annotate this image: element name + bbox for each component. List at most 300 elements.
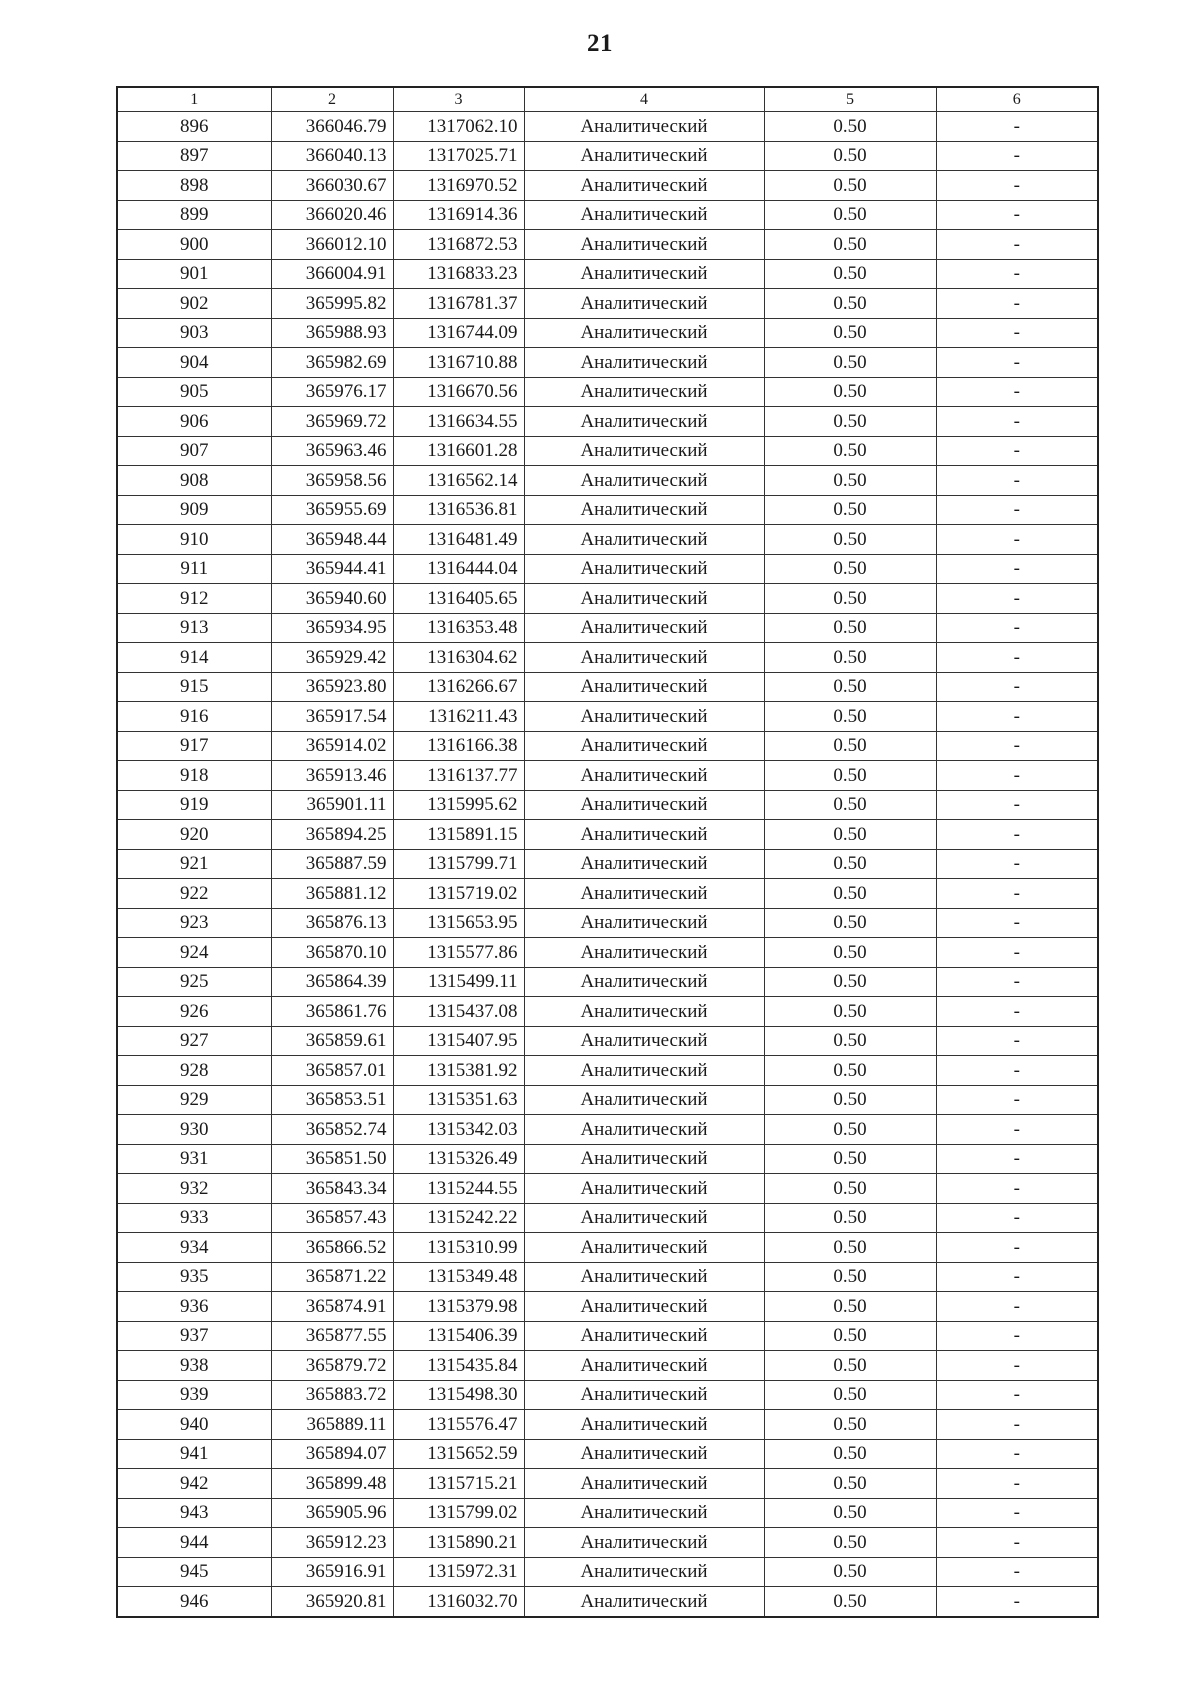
method-cell: Аналитический — [524, 1262, 764, 1292]
note-cell: - — [936, 938, 1098, 968]
point-number-cell: 945 — [117, 1557, 271, 1587]
table-row — [117, 348, 1098, 378]
table-row — [117, 820, 1098, 850]
y-coordinate-cell: 1315407.95 — [393, 1026, 524, 1056]
note-cell: - — [936, 1557, 1098, 1587]
table-row — [117, 1528, 1098, 1558]
point-number-cell: 925 — [117, 967, 271, 997]
x-coordinate-cell: 365852.74 — [271, 1115, 393, 1145]
x-coordinate-cell: 365958.56 — [271, 466, 393, 496]
note-cell: - — [936, 967, 1098, 997]
y-coordinate-cell: 1315379.98 — [393, 1292, 524, 1322]
y-coordinate-cell: 1316601.28 — [393, 436, 524, 466]
method-cell: Аналитический — [524, 1115, 764, 1145]
column-header: 5 — [764, 87, 936, 112]
method-cell: Аналитический — [524, 348, 764, 378]
note-cell: - — [936, 1380, 1098, 1410]
point-number-cell: 926 — [117, 997, 271, 1027]
table-row — [117, 967, 1098, 997]
y-coordinate-cell: 1316137.77 — [393, 761, 524, 791]
note-cell: - — [936, 731, 1098, 761]
x-coordinate-cell: 366046.79 — [271, 112, 393, 142]
table-row — [117, 1498, 1098, 1528]
table-body — [117, 112, 1098, 1617]
accuracy-cell: 0.50 — [764, 466, 936, 496]
note-cell: - — [936, 1144, 1098, 1174]
y-coordinate-cell: 1317062.10 — [393, 112, 524, 142]
table-row — [117, 731, 1098, 761]
x-coordinate-cell: 365859.61 — [271, 1026, 393, 1056]
table-row — [117, 613, 1098, 643]
table-row — [117, 849, 1098, 879]
method-cell: Аналитический — [524, 377, 764, 407]
note-cell: - — [936, 377, 1098, 407]
y-coordinate-cell: 1316634.55 — [393, 407, 524, 437]
y-coordinate-cell: 1315890.21 — [393, 1528, 524, 1558]
point-number-cell: 940 — [117, 1410, 271, 1440]
note-cell: - — [936, 672, 1098, 702]
accuracy-cell: 0.50 — [764, 1174, 936, 1204]
accuracy-cell: 0.50 — [764, 1321, 936, 1351]
y-coordinate-cell: 1315437.08 — [393, 997, 524, 1027]
x-coordinate-cell: 365988.93 — [271, 318, 393, 348]
method-cell: Аналитический — [524, 1439, 764, 1469]
accuracy-cell: 0.50 — [764, 259, 936, 289]
method-cell: Аналитический — [524, 1085, 764, 1115]
point-number-cell: 910 — [117, 525, 271, 555]
method-cell: Аналитический — [524, 495, 764, 525]
x-coordinate-cell: 365866.52 — [271, 1233, 393, 1263]
accuracy-cell: 0.50 — [764, 112, 936, 142]
point-number-cell: 900 — [117, 230, 271, 260]
x-coordinate-cell: 365877.55 — [271, 1321, 393, 1351]
x-coordinate-cell: 365843.34 — [271, 1174, 393, 1204]
table-row — [117, 141, 1098, 171]
table-row — [117, 790, 1098, 820]
accuracy-cell: 0.50 — [764, 1056, 936, 1086]
note-cell: - — [936, 1262, 1098, 1292]
point-number-cell: 898 — [117, 171, 271, 201]
method-cell: Аналитический — [524, 761, 764, 791]
y-coordinate-cell: 1315995.62 — [393, 790, 524, 820]
table-row — [117, 908, 1098, 938]
point-number-cell: 911 — [117, 554, 271, 584]
note-cell: - — [936, 1498, 1098, 1528]
point-number-cell: 938 — [117, 1351, 271, 1381]
method-cell: Аналитический — [524, 171, 764, 201]
table-row — [117, 584, 1098, 614]
y-coordinate-cell: 1316781.37 — [393, 289, 524, 319]
y-coordinate-cell: 1315244.55 — [393, 1174, 524, 1204]
x-coordinate-cell: 365913.46 — [271, 761, 393, 791]
y-coordinate-cell: 1316914.36 — [393, 200, 524, 230]
table-row — [117, 230, 1098, 260]
note-cell: - — [936, 790, 1098, 820]
column-header: 6 — [936, 87, 1098, 112]
method-cell: Аналитический — [524, 1351, 764, 1381]
method-cell: Аналитический — [524, 938, 764, 968]
table-row — [117, 1587, 1098, 1617]
method-cell: Аналитический — [524, 466, 764, 496]
accuracy-cell: 0.50 — [764, 761, 936, 791]
x-coordinate-cell: 366004.91 — [271, 259, 393, 289]
note-cell: - — [936, 1528, 1098, 1558]
note-cell: - — [936, 1351, 1098, 1381]
point-number-cell: 916 — [117, 702, 271, 732]
table-row — [117, 1233, 1098, 1263]
method-cell: Аналитический — [524, 554, 764, 584]
y-coordinate-cell: 1316405.65 — [393, 584, 524, 614]
table-row — [117, 377, 1098, 407]
accuracy-cell: 0.50 — [764, 1528, 936, 1558]
point-number-cell: 902 — [117, 289, 271, 319]
y-coordinate-cell: 1315652.59 — [393, 1439, 524, 1469]
note-cell: - — [936, 1233, 1098, 1263]
x-coordinate-cell: 365857.01 — [271, 1056, 393, 1086]
point-number-cell: 941 — [117, 1439, 271, 1469]
x-coordinate-cell: 365944.41 — [271, 554, 393, 584]
table-row — [117, 1115, 1098, 1145]
point-number-cell: 903 — [117, 318, 271, 348]
y-coordinate-cell: 1316710.88 — [393, 348, 524, 378]
point-number-cell: 919 — [117, 790, 271, 820]
method-cell: Аналитический — [524, 849, 764, 879]
method-cell: Аналитический — [524, 879, 764, 909]
x-coordinate-cell: 365940.60 — [271, 584, 393, 614]
y-coordinate-cell: 1315435.84 — [393, 1351, 524, 1381]
table-row — [117, 1085, 1098, 1115]
point-number-cell: 907 — [117, 436, 271, 466]
method-cell: Аналитический — [524, 141, 764, 171]
point-number-cell: 920 — [117, 820, 271, 850]
table-row — [117, 171, 1098, 201]
point-number-cell: 942 — [117, 1469, 271, 1499]
method-cell: Аналитический — [524, 643, 764, 673]
x-coordinate-cell: 365948.44 — [271, 525, 393, 555]
method-cell: Аналитический — [524, 1410, 764, 1440]
method-cell: Аналитический — [524, 1469, 764, 1499]
x-coordinate-cell: 365874.91 — [271, 1292, 393, 1322]
coordinates-table — [116, 86, 1099, 1618]
accuracy-cell: 0.50 — [764, 938, 936, 968]
y-coordinate-cell: 1315381.92 — [393, 1056, 524, 1086]
x-coordinate-cell: 365929.42 — [271, 643, 393, 673]
point-number-cell: 932 — [117, 1174, 271, 1204]
accuracy-cell: 0.50 — [764, 377, 936, 407]
accuracy-cell: 0.50 — [764, 1439, 936, 1469]
x-coordinate-cell: 365912.23 — [271, 1528, 393, 1558]
x-coordinate-cell: 365894.07 — [271, 1439, 393, 1469]
point-number-cell: 924 — [117, 938, 271, 968]
accuracy-cell: 0.50 — [764, 141, 936, 171]
x-coordinate-cell: 365969.72 — [271, 407, 393, 437]
method-cell: Аналитический — [524, 1380, 764, 1410]
x-coordinate-cell: 365857.43 — [271, 1203, 393, 1233]
y-coordinate-cell: 1315576.47 — [393, 1410, 524, 1440]
note-cell: - — [936, 407, 1098, 437]
table-row — [117, 436, 1098, 466]
method-cell: Аналитический — [524, 112, 764, 142]
point-number-cell: 917 — [117, 731, 271, 761]
accuracy-cell: 0.50 — [764, 613, 936, 643]
table-row — [117, 112, 1098, 142]
table-row — [117, 200, 1098, 230]
point-number-cell: 912 — [117, 584, 271, 614]
y-coordinate-cell: 1316536.81 — [393, 495, 524, 525]
accuracy-cell: 0.50 — [764, 908, 936, 938]
accuracy-cell: 0.50 — [764, 1469, 936, 1499]
accuracy-cell: 0.50 — [764, 525, 936, 555]
method-cell: Аналитический — [524, 672, 764, 702]
note-cell: - — [936, 1174, 1098, 1204]
method-cell: Аналитический — [524, 230, 764, 260]
accuracy-cell: 0.50 — [764, 1233, 936, 1263]
note-cell: - — [936, 849, 1098, 879]
x-coordinate-cell: 365963.46 — [271, 436, 393, 466]
point-number-cell: 921 — [117, 849, 271, 879]
table-row — [117, 407, 1098, 437]
note-cell: - — [936, 613, 1098, 643]
note-cell: - — [936, 141, 1098, 171]
x-coordinate-cell: 366030.67 — [271, 171, 393, 201]
accuracy-cell: 0.50 — [764, 318, 936, 348]
method-cell: Аналитический — [524, 731, 764, 761]
y-coordinate-cell: 1316833.23 — [393, 259, 524, 289]
method-cell: Аналитический — [524, 318, 764, 348]
point-number-cell: 935 — [117, 1262, 271, 1292]
accuracy-cell: 0.50 — [764, 790, 936, 820]
method-cell: Аналитический — [524, 702, 764, 732]
method-cell: Аналитический — [524, 407, 764, 437]
table-row — [117, 1557, 1098, 1587]
note-cell: - — [936, 1321, 1098, 1351]
point-number-cell: 915 — [117, 672, 271, 702]
point-number-cell: 914 — [117, 643, 271, 673]
point-number-cell: 904 — [117, 348, 271, 378]
note-cell: - — [936, 466, 1098, 496]
accuracy-cell: 0.50 — [764, 1144, 936, 1174]
method-cell: Аналитический — [524, 1292, 764, 1322]
x-coordinate-cell: 366040.13 — [271, 141, 393, 171]
note-cell: - — [936, 230, 1098, 260]
accuracy-cell: 0.50 — [764, 1292, 936, 1322]
x-coordinate-cell: 366012.10 — [271, 230, 393, 260]
accuracy-cell: 0.50 — [764, 731, 936, 761]
point-number-cell: 934 — [117, 1233, 271, 1263]
table-row — [117, 1203, 1098, 1233]
method-cell: Аналитический — [524, 1026, 764, 1056]
accuracy-cell: 0.50 — [764, 1587, 936, 1617]
method-cell: Аналитический — [524, 1174, 764, 1204]
method-cell: Аналитический — [524, 967, 764, 997]
accuracy-cell: 0.50 — [764, 1557, 936, 1587]
method-cell: Аналитический — [524, 613, 764, 643]
x-coordinate-cell: 365879.72 — [271, 1351, 393, 1381]
note-cell: - — [936, 761, 1098, 791]
accuracy-cell: 0.50 — [764, 200, 936, 230]
note-cell: - — [936, 259, 1098, 289]
point-number-cell: 931 — [117, 1144, 271, 1174]
y-coordinate-cell: 1317025.71 — [393, 141, 524, 171]
x-coordinate-cell: 365916.91 — [271, 1557, 393, 1587]
accuracy-cell: 0.50 — [764, 436, 936, 466]
y-coordinate-cell: 1315715.21 — [393, 1469, 524, 1499]
table-row — [117, 1262, 1098, 1292]
point-number-cell: 896 — [117, 112, 271, 142]
accuracy-cell: 0.50 — [764, 1115, 936, 1145]
x-coordinate-cell: 365899.48 — [271, 1469, 393, 1499]
point-number-cell: 928 — [117, 1056, 271, 1086]
accuracy-cell: 0.50 — [764, 584, 936, 614]
table-row — [117, 643, 1098, 673]
x-coordinate-cell: 365889.11 — [271, 1410, 393, 1440]
note-cell: - — [936, 318, 1098, 348]
column-header: 1 — [117, 87, 271, 112]
table-row — [117, 525, 1098, 555]
y-coordinate-cell: 1316562.14 — [393, 466, 524, 496]
x-coordinate-cell: 365955.69 — [271, 495, 393, 525]
table-row — [117, 1439, 1098, 1469]
note-cell: - — [936, 495, 1098, 525]
point-number-cell: 909 — [117, 495, 271, 525]
point-number-cell: 936 — [117, 1292, 271, 1322]
accuracy-cell: 0.50 — [764, 1410, 936, 1440]
point-number-cell: 923 — [117, 908, 271, 938]
y-coordinate-cell: 1316444.04 — [393, 554, 524, 584]
table-row — [117, 761, 1098, 791]
y-coordinate-cell: 1316670.56 — [393, 377, 524, 407]
y-coordinate-cell: 1316872.53 — [393, 230, 524, 260]
accuracy-cell: 0.50 — [764, 554, 936, 584]
y-coordinate-cell: 1315499.11 — [393, 967, 524, 997]
table-row — [117, 466, 1098, 496]
table-row — [117, 672, 1098, 702]
method-cell: Аналитический — [524, 289, 764, 319]
note-cell: - — [936, 289, 1098, 319]
note-cell: - — [936, 348, 1098, 378]
table-row — [117, 1056, 1098, 1086]
accuracy-cell: 0.50 — [764, 643, 936, 673]
table-row — [117, 1380, 1098, 1410]
accuracy-cell: 0.50 — [764, 997, 936, 1027]
x-coordinate-cell: 365923.80 — [271, 672, 393, 702]
accuracy-cell: 0.50 — [764, 879, 936, 909]
table-row — [117, 554, 1098, 584]
method-cell: Аналитический — [524, 1233, 764, 1263]
note-cell: - — [936, 879, 1098, 909]
note-cell: - — [936, 1587, 1098, 1617]
x-coordinate-cell: 365871.22 — [271, 1262, 393, 1292]
note-cell: - — [936, 702, 1098, 732]
x-coordinate-cell: 365883.72 — [271, 1380, 393, 1410]
accuracy-cell: 0.50 — [764, 1498, 936, 1528]
method-cell: Аналитический — [524, 436, 764, 466]
table-row — [117, 1351, 1098, 1381]
table-row — [117, 997, 1098, 1027]
method-cell: Аналитический — [524, 525, 764, 555]
point-number-cell: 901 — [117, 259, 271, 289]
note-cell: - — [936, 820, 1098, 850]
x-coordinate-cell: 365901.11 — [271, 790, 393, 820]
note-cell: - — [936, 1469, 1098, 1499]
method-cell: Аналитический — [524, 200, 764, 230]
table-row — [117, 1292, 1098, 1322]
y-coordinate-cell: 1315351.63 — [393, 1085, 524, 1115]
table-row — [117, 702, 1098, 732]
accuracy-cell: 0.50 — [764, 1085, 936, 1115]
point-number-cell: 937 — [117, 1321, 271, 1351]
note-cell: - — [936, 1410, 1098, 1440]
note-cell: - — [936, 908, 1098, 938]
x-coordinate-cell: 365870.10 — [271, 938, 393, 968]
table-row — [117, 1469, 1098, 1499]
note-cell: - — [936, 200, 1098, 230]
table-row — [117, 259, 1098, 289]
accuracy-cell: 0.50 — [764, 1380, 936, 1410]
x-coordinate-cell: 365853.51 — [271, 1085, 393, 1115]
y-coordinate-cell: 1316211.43 — [393, 702, 524, 732]
accuracy-cell: 0.50 — [764, 1262, 936, 1292]
note-cell: - — [936, 554, 1098, 584]
note-cell: - — [936, 436, 1098, 466]
table-row — [117, 1144, 1098, 1174]
y-coordinate-cell: 1315719.02 — [393, 879, 524, 909]
x-coordinate-cell: 365914.02 — [271, 731, 393, 761]
y-coordinate-cell: 1315799.71 — [393, 849, 524, 879]
accuracy-cell: 0.50 — [764, 1351, 936, 1381]
y-coordinate-cell: 1316166.38 — [393, 731, 524, 761]
accuracy-cell: 0.50 — [764, 672, 936, 702]
point-number-cell: 899 — [117, 200, 271, 230]
y-coordinate-cell: 1315242.22 — [393, 1203, 524, 1233]
method-cell: Аналитический — [524, 1557, 764, 1587]
y-coordinate-cell: 1315326.49 — [393, 1144, 524, 1174]
y-coordinate-cell: 1316481.49 — [393, 525, 524, 555]
method-cell: Аналитический — [524, 259, 764, 289]
x-coordinate-cell: 365881.12 — [271, 879, 393, 909]
method-cell: Аналитический — [524, 790, 764, 820]
y-coordinate-cell: 1315406.39 — [393, 1321, 524, 1351]
x-coordinate-cell: 365995.82 — [271, 289, 393, 319]
note-cell: - — [936, 171, 1098, 201]
point-number-cell: 908 — [117, 466, 271, 496]
y-coordinate-cell: 1315498.30 — [393, 1380, 524, 1410]
x-coordinate-cell: 365934.95 — [271, 613, 393, 643]
y-coordinate-cell: 1315310.99 — [393, 1233, 524, 1263]
method-cell: Аналитический — [524, 1498, 764, 1528]
method-cell: Аналитический — [524, 908, 764, 938]
y-coordinate-cell: 1316304.62 — [393, 643, 524, 673]
table-row — [117, 938, 1098, 968]
x-coordinate-cell: 365861.76 — [271, 997, 393, 1027]
page-number: 21 — [587, 30, 613, 57]
note-cell: - — [936, 1292, 1098, 1322]
point-number-cell: 939 — [117, 1380, 271, 1410]
point-number-cell: 922 — [117, 879, 271, 909]
method-cell: Аналитический — [524, 1587, 764, 1617]
column-header: 4 — [524, 87, 764, 112]
accuracy-cell: 0.50 — [764, 820, 936, 850]
note-cell: - — [936, 643, 1098, 673]
method-cell: Аналитический — [524, 1056, 764, 1086]
y-coordinate-cell: 1316970.52 — [393, 171, 524, 201]
note-cell: - — [936, 1085, 1098, 1115]
x-coordinate-cell: 365864.39 — [271, 967, 393, 997]
point-number-cell: 897 — [117, 141, 271, 171]
x-coordinate-cell: 365887.59 — [271, 849, 393, 879]
table-row — [117, 1321, 1098, 1351]
point-number-cell: 906 — [117, 407, 271, 437]
